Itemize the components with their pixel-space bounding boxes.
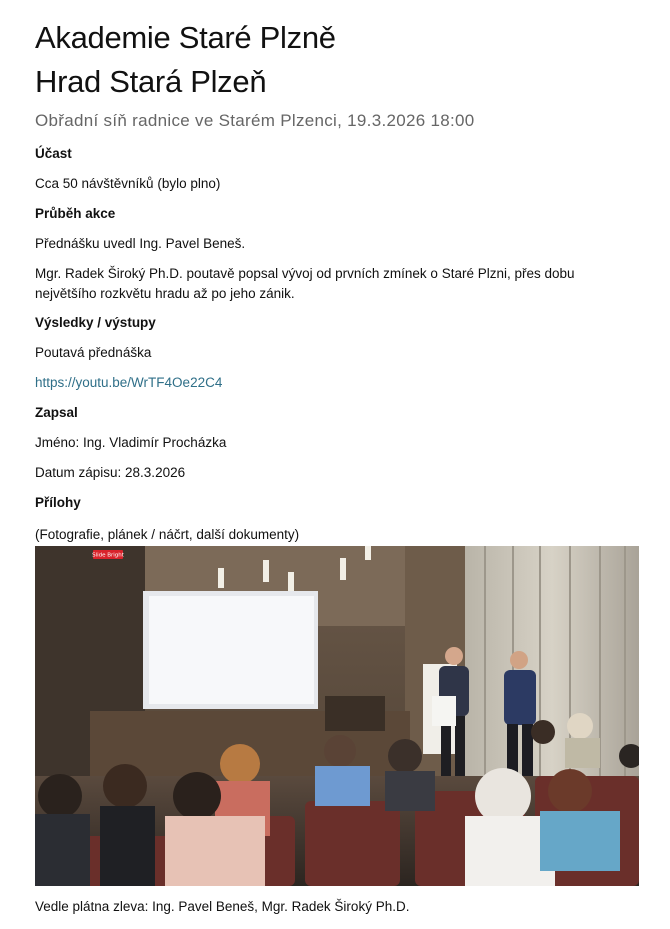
photo-badge: Slide Bright — [92, 552, 124, 559]
prubeh-text-2: Mgr. Radek Široký Ph.D. poutavě popsal vývoj od prvních zmínek o Staré Plzni, přes dobu největšího rozkvětu hradu až po jeho zánik. — [35, 266, 575, 301]
heading-vysledky: Výsledky / výstupy — [35, 315, 156, 330]
heading-zapsal: Zapsal — [35, 405, 78, 420]
zapsal-jmeno: Jméno: Ing. Vladimír Procházka — [35, 435, 227, 450]
ucast-text: Cca 50 návštěvníků (bylo plno) — [35, 176, 221, 191]
photo-caption: Vedle plátna zleva: Ing. Pavel Beneš, Mgr. Radek Široký Ph.D. — [35, 899, 410, 914]
lecture-photo — [35, 546, 639, 886]
title-line-1: Akademie Staré Plzně — [35, 20, 336, 55]
vysledky-text: Poutavá přednáška — [35, 345, 152, 360]
youtube-link[interactable]: https://youtu.be/WrTF4Oe22C4 — [35, 375, 223, 390]
prilohy-text: (Fotografie, plánek / náčrt, další dokumenty) — [35, 527, 300, 542]
page-title — [35, 16, 640, 104]
event-subtitle: Obřadní síň radnice ve Starém Plzenci, 19.3.2026 18:00 — [35, 111, 475, 130]
heading-ucast: Účast — [35, 146, 72, 161]
title-line-2: Hrad Stará Plzeň — [35, 64, 267, 99]
zapsal-datum: Datum zápisu: 28.3.2026 — [35, 465, 186, 480]
heading-prubeh: Průběh akce — [35, 206, 116, 221]
prubeh-text-1: Přednášku uvedl Ing. Pavel Beneš. — [35, 236, 246, 251]
heading-prilohy: Přílohy — [35, 495, 81, 510]
